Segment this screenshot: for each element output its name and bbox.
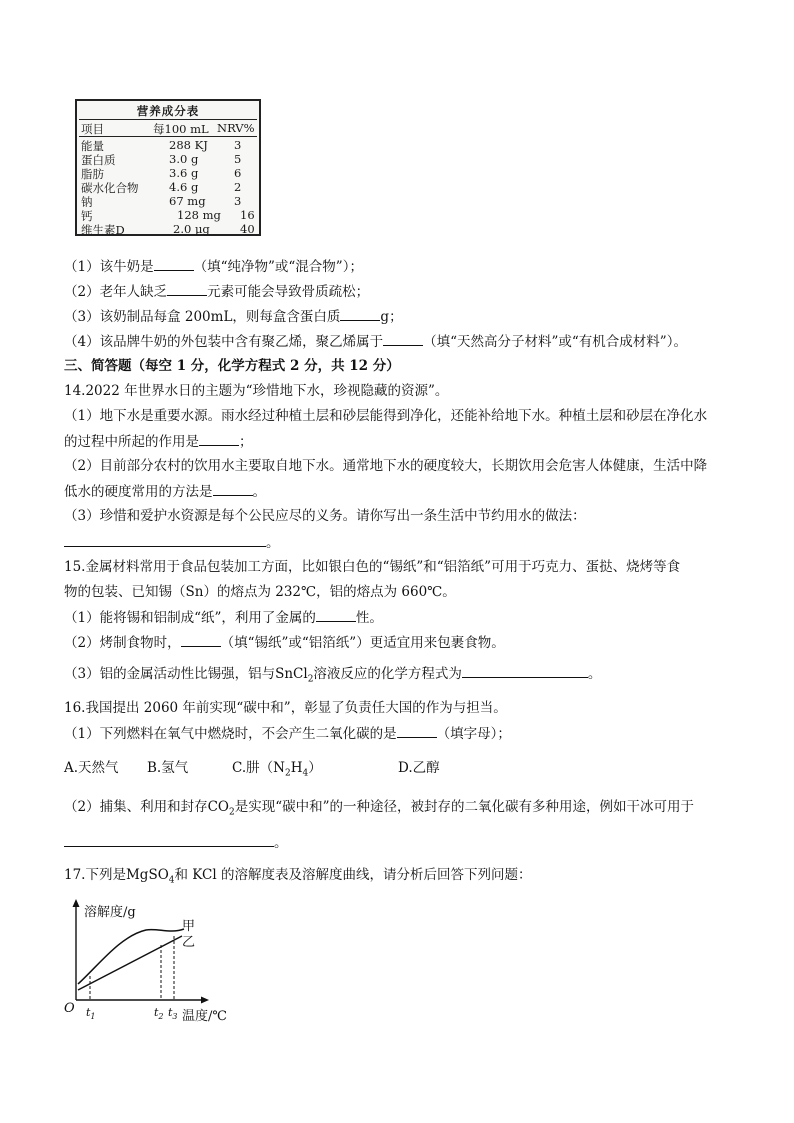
- formula-subscript: 2: [229, 807, 235, 818]
- q15-stem-line1: 15.金属材料常用于食品包装加工方面，比如银白色的“锡纸”和“铝箔纸”可用于巧克力、蛋挞、烧烤等食: [64, 559, 681, 575]
- table-cell: 3: [234, 138, 242, 152]
- table-cell: 4.6 g: [169, 180, 199, 194]
- answer-blank[interactable]: [383, 331, 423, 346]
- q13-part3: [64, 306, 403, 327]
- subscript: 1: [90, 1012, 96, 1021]
- answer-blank[interactable]: [340, 306, 380, 321]
- text: 的过程中所起的作用是: [64, 434, 199, 450]
- t3-label: [168, 1006, 178, 1021]
- header-nrv: NRV%: [217, 121, 255, 135]
- answer-blank[interactable]: [213, 481, 253, 496]
- table-cell: 128 mg: [177, 208, 221, 222]
- text: 是实现“碳中和”的一种途径，被封存的二氧化碳有多种用途，例如干冰可用于: [234, 799, 695, 815]
- table-cell: 脂肪: [81, 167, 104, 181]
- q15-part1: [64, 607, 383, 628]
- text: 和 KCl 的溶解度表及溶解度曲线，请分析后回答下列问题：: [174, 867, 532, 883]
- text: （填“天然高分子材料”或“有机合成材料”）。: [423, 334, 687, 350]
- text: （3）该奶制品每盒 200mL，则每盒含蛋白质: [64, 309, 341, 325]
- header-item: 项目: [81, 122, 104, 136]
- curve-jia: [78, 929, 184, 984]
- q17-stem: [64, 865, 531, 891]
- answer-blank[interactable]: [462, 663, 588, 678]
- series-label-yi: 乙: [182, 935, 196, 950]
- answer-blank[interactable]: [181, 632, 221, 647]
- text: （填字母）；: [436, 726, 511, 742]
- table-cell: 5: [234, 152, 242, 166]
- formula: CO: [207, 799, 229, 815]
- q15-stem-line2: 物的包装、已知锡（Sn）的熔点为 232℃，铝的熔点为 660℃。: [64, 584, 456, 600]
- formula-subscript: 2: [284, 768, 291, 779]
- table-cell: 2: [234, 180, 242, 194]
- text: 溶液反应的化学方程式为: [313, 666, 462, 682]
- answer-blank[interactable]: [316, 607, 356, 622]
- option-b: B.氢气: [147, 760, 189, 776]
- table-cell: 67 mg: [169, 194, 206, 208]
- formula: N: [273, 760, 285, 776]
- section-heading: 三、简答题（每空 1 分，化学方程式 2 分，共 12 分）: [64, 358, 400, 374]
- x-axis-arrow-icon: [201, 997, 209, 1004]
- q14-stem: 14.2022 年世界水日的主题为“珍惜地下水，珍视隐藏的资源”。: [64, 383, 449, 399]
- text: t: [168, 1006, 173, 1019]
- answer-blank[interactable]: [397, 723, 437, 738]
- q14-part3-line2: [64, 532, 280, 553]
- text: （填“锡纸”或“铝箔纸”）更适宜用来包裹食物。: [220, 635, 505, 651]
- table-cell: 碳水化合物: [81, 181, 139, 195]
- divider: [79, 136, 257, 137]
- text: g；: [380, 309, 403, 325]
- table-cell: 2.0 μg: [173, 222, 210, 236]
- header-per100: 每100 mL: [153, 122, 209, 136]
- curve-yi: [78, 936, 182, 990]
- q16-part2-line2: [64, 832, 288, 853]
- text: 。: [274, 835, 288, 851]
- text: ）: [308, 760, 322, 776]
- q16-part1: [64, 723, 511, 744]
- text: （1）能将锡和铝制成“纸”，利用了金属的: [64, 610, 316, 626]
- answer-blank[interactable]: [167, 281, 207, 296]
- answer-blank[interactable]: [64, 832, 274, 847]
- q13-part2: [64, 281, 369, 302]
- q14-part1-line1: （1）地下水是重要水源。雨水经过种植土层和砂层能得到净化，还能补给地下水。种植土层和砂层在净化水: [64, 408, 708, 424]
- text: C.肼（: [232, 760, 274, 776]
- option-a: A.天然气: [64, 760, 119, 776]
- origin-label: O: [64, 1001, 75, 1016]
- text: （填“纯净物”或“混合物”）；: [193, 259, 363, 275]
- formula-subscript: 4: [168, 875, 175, 886]
- nutrition-table-title: 营养成分表: [136, 104, 200, 118]
- text: 低水的硬度常用的方法是: [64, 484, 213, 500]
- solubility-curve-graph: [58, 896, 248, 1024]
- table-cell: 6: [234, 166, 242, 180]
- formula: MgSO: [125, 867, 169, 883]
- option-c: [232, 756, 322, 779]
- q14-part2-line1: （2）目前部分农村的饮用水主要取自地下水。通常地下水的硬度较大，长期饮用会危害人体健康，生活中降: [64, 458, 708, 474]
- text: （2）烤制食物时，: [64, 635, 181, 651]
- table-cell: 3.6 g: [169, 166, 199, 180]
- y-axis-arrow-icon: [73, 899, 80, 907]
- nutrition-table: [75, 99, 261, 236]
- table-cell: 40: [240, 222, 255, 236]
- table-cell: 16: [240, 208, 255, 222]
- text: （4）该品牌牛奶的外包装中含有聚乙烯，聚乙烯属于: [64, 334, 384, 350]
- q16-stem: 16.我国提出 2060 年前实现“碳中和”，彰显了负责任大国的作为与担当。: [64, 700, 507, 716]
- text: t: [154, 1006, 159, 1019]
- text: （1）下列燃料在氧气中燃烧时，不会产生二氧化碳的是: [64, 726, 397, 742]
- text: （2）捕集、利用和封存: [64, 799, 208, 815]
- table-cell: 维生素D: [81, 223, 125, 237]
- text: t: [86, 1006, 91, 1019]
- table-cell: 钠: [81, 195, 93, 209]
- table-cell: 3: [234, 194, 242, 208]
- option-d: D.乙醇: [398, 760, 440, 776]
- table-cell: 288 KJ: [169, 138, 208, 152]
- table-cell: 蛋白质: [81, 153, 116, 167]
- y-axis-label: 溶解度/g: [84, 905, 136, 920]
- x-axis-label: 温度/℃: [182, 1009, 227, 1024]
- text: 元素可能会导致骨质疏松；: [207, 284, 370, 300]
- text: （1）该牛奶是: [64, 259, 154, 275]
- text: 性。: [355, 610, 383, 626]
- t1-label: [86, 1006, 96, 1021]
- text: 。: [587, 666, 602, 682]
- table-cell: 3.0 g: [169, 152, 199, 166]
- text: （3）铝的金属活动性比锡强，铝与: [64, 666, 276, 682]
- text: （2）老年人缺乏: [64, 284, 168, 300]
- q13-part1: [64, 256, 363, 277]
- q16-part2: [64, 797, 694, 823]
- formula-subscript: 4: [302, 768, 309, 779]
- subscript: 2: [158, 1012, 164, 1021]
- text: 。: [252, 484, 266, 500]
- text: ；: [239, 434, 253, 450]
- divider: [79, 119, 257, 120]
- formula: H: [290, 760, 303, 776]
- formula-subscript: 2: [307, 674, 314, 685]
- q14-part3-line1: （3）珍惜和爱护水资源是每个公民应尽的义务。请你写出一条生活中节约用水的做法：: [64, 508, 586, 524]
- t2-label: [154, 1006, 164, 1021]
- q15-part3: [64, 663, 601, 690]
- text: 17.下列是: [64, 867, 126, 883]
- answer-blank[interactable]: [154, 256, 194, 271]
- answer-blank[interactable]: [199, 431, 239, 446]
- q13-part4: [64, 331, 687, 352]
- text: 。: [266, 535, 280, 551]
- q14-part2-line2: [64, 481, 266, 502]
- table-cell: 钙: [81, 209, 93, 223]
- subscript: 3: [172, 1012, 178, 1021]
- q14-part1-line2: [64, 431, 253, 452]
- formula: SnCl: [275, 666, 308, 682]
- answer-blank[interactable]: [64, 532, 266, 547]
- table-cell: 能量: [81, 139, 104, 153]
- series-label-jia: 甲: [182, 919, 196, 934]
- q15-part2: [64, 632, 505, 653]
